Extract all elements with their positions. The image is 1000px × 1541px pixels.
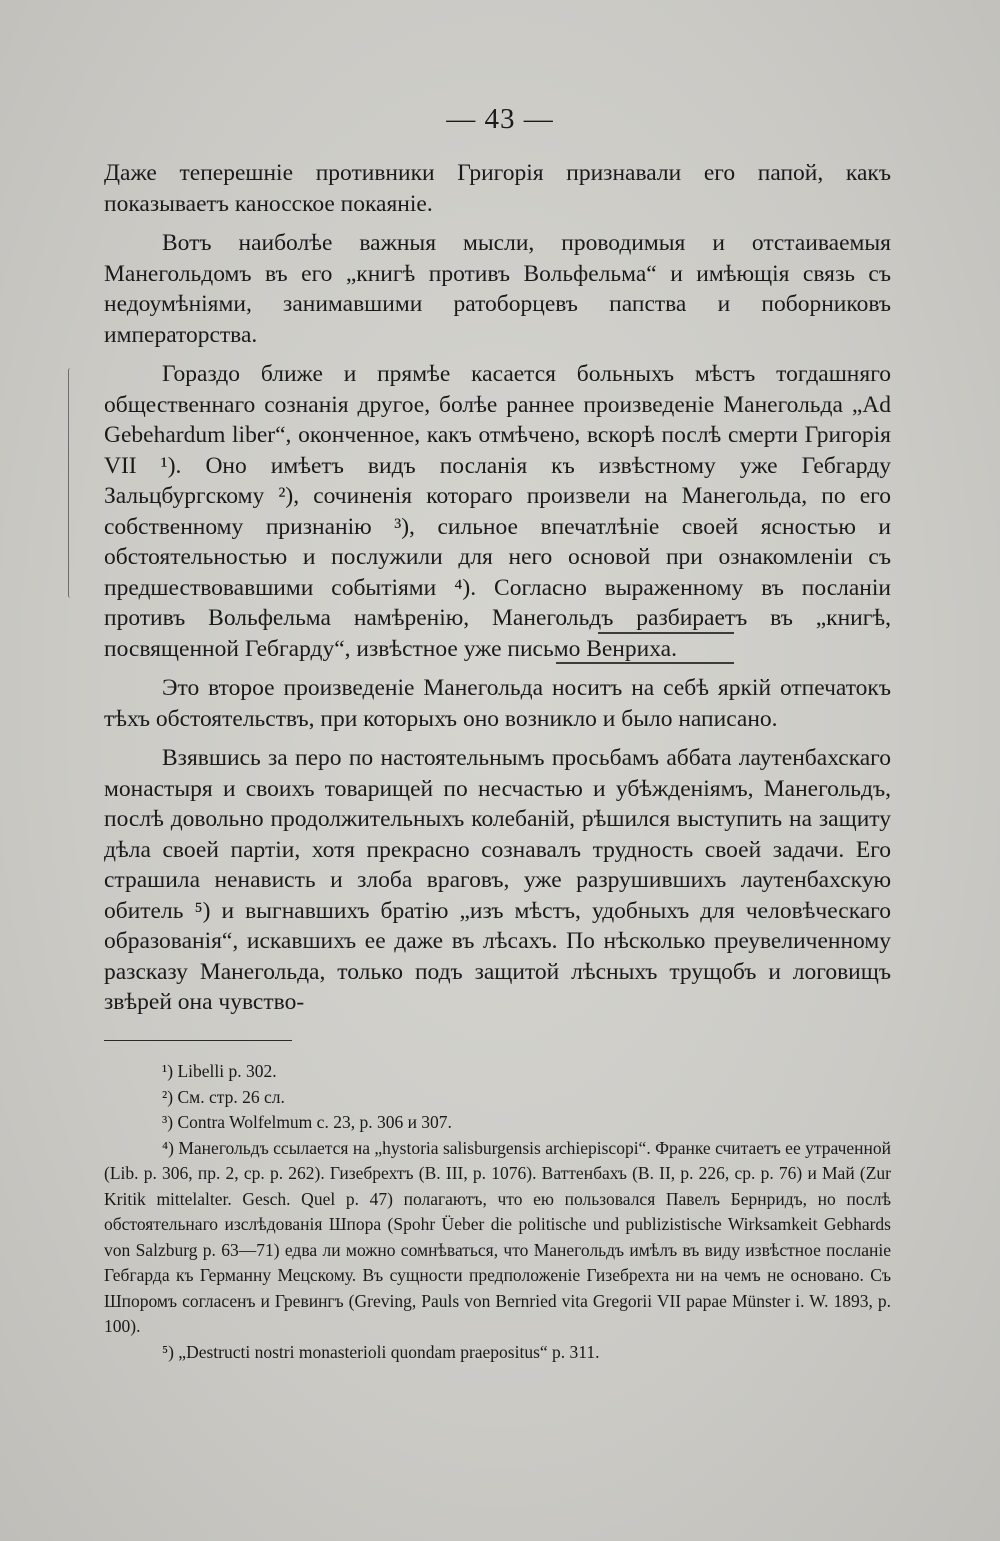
footnote: ⁵) „Destructi nostri monasterioli quondam praepositus“ p. 311.	[162, 1341, 600, 1362]
footnote: ⁴) Манегольдъ ссылается на „hystoria salisburgensis archiepiscopi“. Франке считаетъ ее утраченной (Lib. p. 306, пр. 2, ср. p. 262). Гизебрехтъ (B. III, p. 1076). Ваттенбахъ (B. II, p. 226, ср. p. 76) и Май (Zur Kritik mittelalter. Gesch. Quel p. 47) полагаютъ, что ею пользовался Павелъ Бернридъ, но послѣ обстоятельнаго изслѣдованія Шпора (Spohr Üeber die politische und publizistische Wirksamkeit Gebhards von Salzburg p. 63—71) едва ли можно сомнѣваться, что Манегольдъ имѣлъ въ виду извѣстное посланіе Гебгарда къ Германну Мецскому. Въ сущности предположеніе Гизебрехта ни на чемъ не основано. Съ Шпоромъ согласенъ и Гревингъ (Greving, Pauls von Bernried vita Gregorii VII papae Münster i. W. 1893, p. 100).	[104, 1137, 891, 1336]
footnote: ¹) Libelli p. 302.	[162, 1061, 277, 1081]
main-text	[104, 158, 891, 1018]
paragraph: Вотъ наиболѣе важныя мысли, проводимыя и отстаиваемыя Манегольдомъ въ его „книгѣ противъ Вольфельма“ и имѣющія связь съ недоумѣніями, занимавшими ратоборцевъ папства и поборниковъ императорства.	[104, 230, 891, 348]
footnotes	[104, 1059, 891, 1365]
margin-pencil-mark	[68, 368, 73, 598]
paragraph: Даже теперешніе противники Григорія признавали его папой, какъ показываетъ каносское покаяніе.	[104, 160, 891, 217]
paragraph: Гораздо ближе и прямѣе касается больныхъ мѣстъ тогдашняго общественнаго сознанія другое, болѣе раннее произведеніе Манегольда „Ad Gebehardum liber“, оконченное, какъ отмѣчено, вскорѣ послѣ смерти Григорія VII ¹). Оно имѣетъ видъ посланія къ извѣстному уже Гебгарду Зальцбургскому ²), сочиненія котораго произвели на Манегольда, по его собственному признанію ³), сильное впечатлѣніе своей ясностью и обстоятельностью и послужили для него основой при ознакомленіи съ предшествовавшими событіями ⁴). Согласно выраженному въ посланіи противъ Вольфельма намѣренію, Манегольдъ разбираетъ въ „книгѣ, посвященной Гебгарду“, извѣстное уже письмо Венриха.	[104, 361, 891, 662]
paragraph: Взявшись за перо по настоятельнымъ просьбамъ аббата лаутенбахскаго монастыря и своихъ товарищей по несчастью и убѣжденіямъ, Манегольдъ, послѣ довольно продолжительныхъ колебаній, рѣшился выступить на защиту дѣла своей партіи, хотя прекрасно сознавалъ трудность своей задачи. Его страшила ненависть и злоба враговъ, уже разрушившихъ лаутенбахскую обитель ⁵) и выгнавшихъ братію „изъ мѣстъ, удобныхъ для человѣческаго образованія“, искавшихъ ее даже въ лѣсахъ. По нѣсколько преувеличенному разсказу Манегольда, только подъ защитой лѣсныхъ трущобъ и логовищъ звѣрей она чувство-	[104, 745, 891, 1015]
footnote: ³) Contra Wolfelmum c. 23, p. 306 и 307.	[162, 1112, 452, 1132]
paragraph: Это второе произведеніе Манегольда носитъ на себѣ яркій отпечатокъ тѣхъ обстоятельствъ, при которыхъ оно возникло и было написано.	[104, 675, 891, 732]
page-number: — 43 —	[446, 103, 554, 135]
footnote-separator	[104, 1040, 292, 1041]
footnote: ²) См. стр. 26 сл.	[162, 1086, 285, 1107]
